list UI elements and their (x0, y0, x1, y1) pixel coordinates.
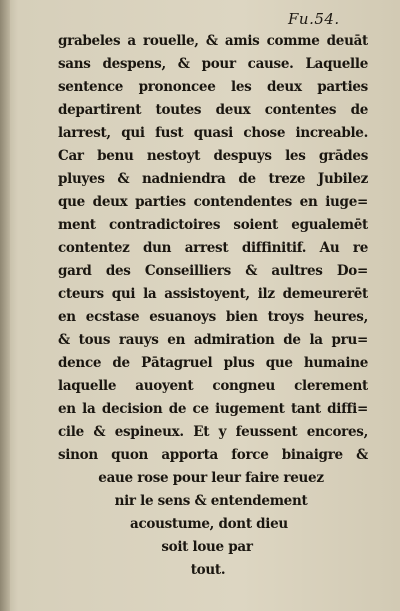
text-line: larrest, qui fust quasi chose increable. (58, 125, 368, 141)
text-line: departirent toutes deux contentes de (58, 102, 368, 118)
text-line: sinon quon apporta force binaigre & (58, 447, 368, 463)
text-line: grabeles a rouelle, & amis comme deuāt (58, 33, 368, 49)
text-line: sans despens, & pour cause. Laquelle (58, 56, 368, 72)
text-line: acoustume, dont dieu (130, 516, 288, 532)
text-line: Car benu nestoyt despuys les grādes (58, 148, 368, 164)
text-line: contentez dun arrest diffinitif. Au re (58, 240, 368, 256)
text-line: soit loue par (161, 539, 253, 555)
text-line: pluyes & nadniendra de treze Jubilez (58, 171, 368, 187)
text-line: & tous rauys en admiration de la pru= (58, 332, 368, 348)
text-line: cile & espineux. Et y feussent encores, (58, 424, 368, 440)
text-line: gard des Conseilliers & aultres Do= (58, 263, 368, 279)
text-line: sentence prononcee les deux parties (58, 79, 368, 95)
page-gutter-edge (0, 0, 10, 611)
text-line: dence de Pātagruel plus que humaine (58, 355, 368, 371)
text-line: laquelle auoyent congneu clerement (58, 378, 368, 394)
text-line: que deux parties contendentes en iuge= (58, 194, 368, 210)
text-line: en la decision de ce iugement tant diffi= (58, 401, 368, 417)
text-line: tout. (190, 562, 226, 578)
text-line: en ecstase esuanoys bien troys heures, (58, 309, 368, 325)
folio-number: Fu.54. (288, 10, 340, 28)
text-line: nir le sens & entendement (114, 493, 308, 509)
text-line: cteurs qui la assistoyent, ilz demeurerēt (58, 286, 368, 302)
text-line: ment contradictoires soient egualemēt (58, 217, 368, 233)
text-line: eaue rose pour leur faire reuez (98, 470, 324, 486)
